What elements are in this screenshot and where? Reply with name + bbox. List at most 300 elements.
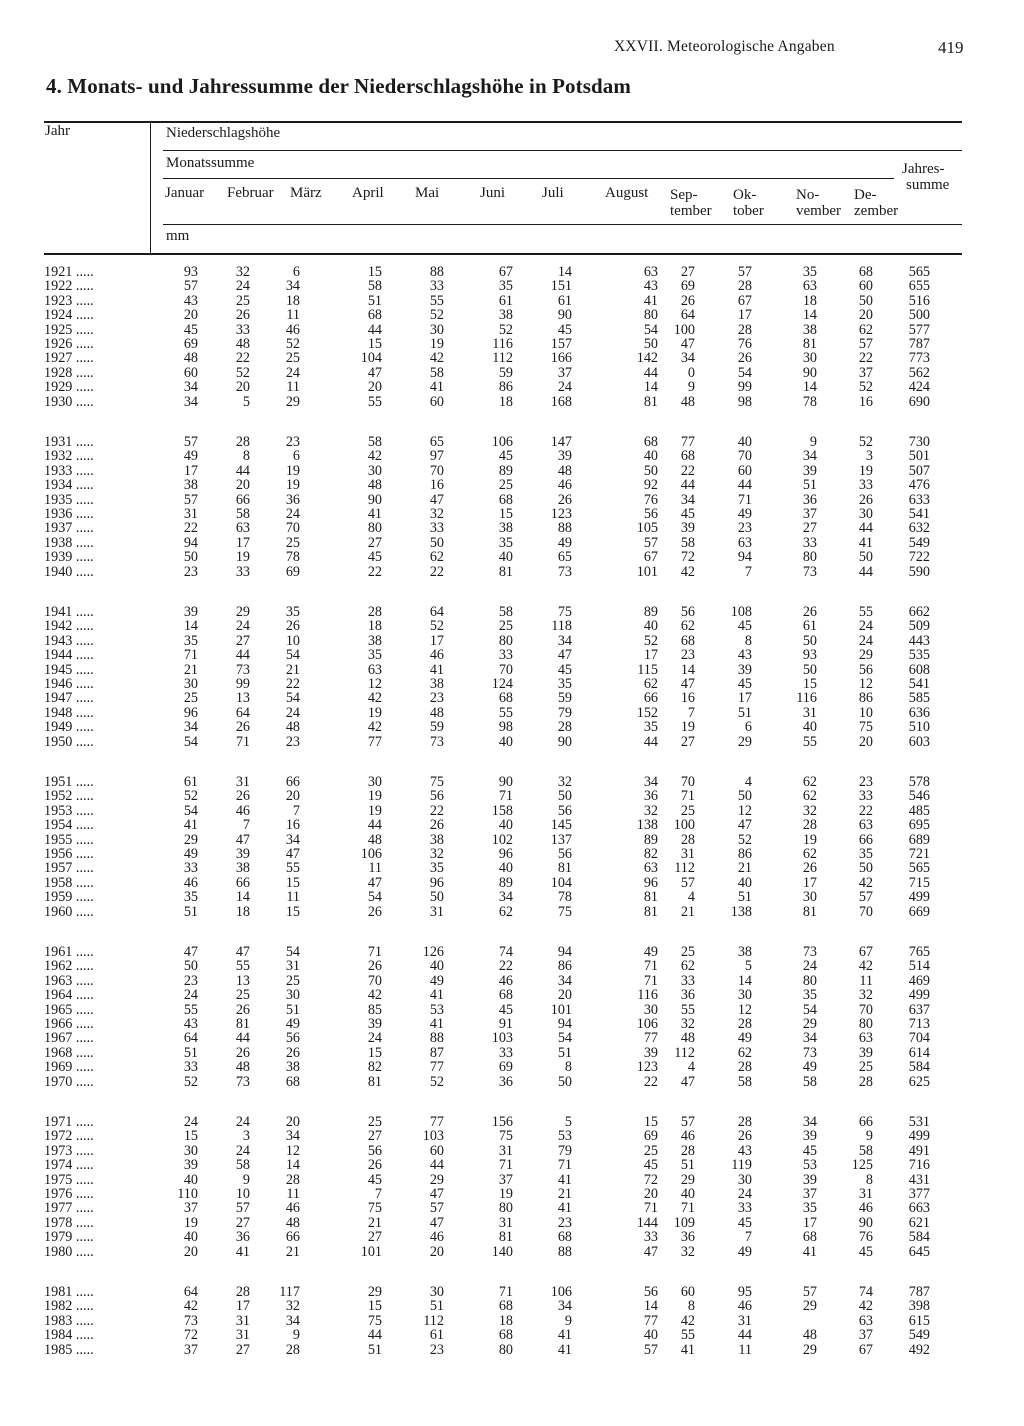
table-cell: 50	[737, 788, 752, 805]
table-cell: 67	[498, 264, 513, 280]
table-cell: 63	[802, 278, 817, 295]
table-cell: 765	[908, 944, 930, 960]
table-cell: 33	[183, 1059, 198, 1076]
table-cell: 549	[908, 1327, 930, 1344]
table-cell: 18	[498, 393, 513, 410]
table-cell: 44	[737, 1327, 752, 1344]
header-year-divider	[150, 121, 151, 255]
row-year: 1972 .....	[44, 1128, 94, 1145]
table-cell: 47	[429, 491, 444, 508]
table-cell: 31	[680, 846, 695, 862]
table-cell: 577	[908, 321, 930, 338]
table-cell: 50	[429, 534, 444, 551]
table-cell: 64	[183, 1284, 198, 1300]
table-cell: 787	[908, 1284, 930, 1300]
table-cell: 69	[680, 278, 695, 295]
table-cell: 59	[557, 690, 572, 707]
table-cell: 25	[235, 292, 250, 309]
table-cell: 11	[368, 860, 382, 877]
table-cell: 75	[367, 1200, 382, 1217]
header-rule-1	[163, 150, 962, 151]
table-cell: 78	[557, 889, 572, 906]
table-cell: 14	[643, 379, 658, 396]
table-cell: 54	[737, 364, 752, 381]
table-cell: 42	[680, 1312, 695, 1329]
table-cell: 7	[292, 802, 300, 819]
table-cell: 48	[235, 1059, 250, 1076]
table-cell: 23	[737, 520, 752, 537]
table-cell: 19	[367, 788, 382, 805]
table-cell: 44	[429, 1157, 444, 1174]
table-cell: 18	[285, 292, 300, 309]
table-cell: 58	[802, 1073, 817, 1090]
page-number: 419	[938, 38, 964, 57]
table-cell: 35	[802, 264, 817, 280]
table-cell: 68	[498, 690, 513, 707]
table-cell: 71	[498, 788, 513, 805]
table-cell: 81	[643, 393, 658, 410]
table-cell: 49	[643, 944, 658, 960]
header-jahressumme-1: Jahres-	[902, 161, 945, 177]
table-cell: 112	[674, 860, 695, 877]
row-year: 1971 .....	[44, 1114, 94, 1130]
table-cell: 15	[498, 506, 513, 522]
table-cell: 62	[802, 774, 817, 790]
table-cell: 74	[858, 1284, 873, 1300]
table-cell: 69	[183, 336, 198, 352]
table-cell: 10	[285, 632, 300, 649]
table-cell: 625	[908, 1073, 930, 1090]
table-cell: 14	[285, 1157, 300, 1174]
table-cell: 31	[235, 774, 250, 790]
row-year: 1945 .....	[44, 661, 94, 678]
table-cell: 26	[802, 860, 817, 877]
table-cell: 15	[183, 1128, 198, 1145]
table-cell: 89	[643, 831, 658, 848]
table-cell: 787	[908, 336, 930, 352]
table-cell: 32	[429, 846, 444, 862]
row-year: 1939 .....	[44, 549, 94, 566]
table-cell: 485	[908, 802, 930, 819]
table-cell: 499	[908, 889, 930, 906]
table-cell: 60	[429, 1142, 444, 1159]
table-cell: 33	[235, 563, 250, 580]
table-cell: 510	[908, 719, 930, 736]
table-cell: 26	[680, 292, 695, 309]
table-cell: 30	[367, 462, 382, 479]
table-cell: 23	[183, 972, 198, 989]
table-cell: 12	[858, 676, 873, 692]
table-cell: 476	[908, 477, 930, 494]
row-year: 1964 .....	[44, 987, 94, 1004]
table-cell: 58	[367, 278, 382, 295]
table-cell: 104	[550, 874, 572, 891]
table-cell: 70	[285, 520, 300, 537]
table-cell: 38	[235, 860, 250, 877]
table-cell: 116	[796, 690, 817, 707]
table-cell: 59	[498, 364, 513, 381]
table-cell: 55	[429, 292, 444, 309]
table-cell: 5	[242, 393, 250, 410]
table-cell: 27	[235, 632, 250, 649]
table-cell: 35	[557, 676, 572, 692]
table-cell: 37	[183, 1341, 198, 1358]
table-cell: 16	[858, 393, 873, 410]
table-cell: 62	[802, 788, 817, 805]
table-cell: 66	[858, 1114, 873, 1130]
table-cell: 25	[367, 1114, 382, 1130]
table-cell: 34	[183, 719, 198, 736]
table-cell: 14	[557, 264, 572, 280]
table-cell: 52	[183, 1073, 198, 1090]
table-cell: 81	[643, 903, 658, 920]
table-cell: 22	[498, 958, 513, 975]
table-cell: 11	[286, 307, 300, 324]
table-cell: 51	[557, 1044, 572, 1061]
table-cell: 75	[367, 1312, 382, 1329]
table-cell: 57	[183, 434, 198, 450]
table-cell: 49	[429, 972, 444, 989]
table-cell: 86	[737, 846, 752, 862]
table-cell: 26	[235, 788, 250, 805]
row-year: 1969 .....	[44, 1059, 94, 1076]
table-cell: 28	[680, 1142, 695, 1159]
table-cell: 77	[643, 1312, 658, 1329]
row-year: 1931 .....	[44, 434, 94, 450]
table-cell: 71	[183, 647, 198, 664]
table-cell: 32	[680, 1016, 695, 1032]
table-cell: 20	[643, 1186, 658, 1202]
table-cell: 81	[802, 336, 817, 352]
table-cell: 40	[643, 618, 658, 635]
table-cell: 49	[285, 1016, 300, 1032]
table-cell: 41	[802, 1243, 817, 1260]
table-cell: 632	[908, 520, 930, 537]
header-jahressumme-2: summe	[906, 177, 950, 193]
table-cell: 77	[680, 434, 695, 450]
table-cell: 20	[285, 788, 300, 805]
table-cell: 56	[557, 802, 572, 819]
table-cell: 41	[429, 1016, 444, 1032]
table-cell: 57	[737, 264, 752, 280]
header-month-1: Februar	[227, 185, 274, 201]
table-cell: 71	[680, 1200, 695, 1217]
table-cell: 71	[643, 972, 658, 989]
table-cell: 73	[183, 1312, 198, 1329]
table-cell: 20	[183, 1243, 198, 1260]
table-cell: 68	[285, 1073, 300, 1090]
table-cell: 32	[680, 1243, 695, 1260]
table-cell: 90	[557, 733, 572, 750]
table-cell: 56	[680, 604, 695, 620]
table-cell: 23	[680, 647, 695, 664]
table-cell: 32	[285, 1298, 300, 1315]
table-cell: 36	[680, 987, 695, 1004]
table-cell: 32	[802, 802, 817, 819]
table-cell: 76	[858, 1229, 873, 1246]
table-cell: 63	[367, 661, 382, 678]
table-cell: 57	[858, 889, 873, 906]
table-cell: 14	[183, 618, 198, 635]
table-cell: 50	[429, 889, 444, 906]
table-cell: 48	[802, 1327, 817, 1344]
table-cell: 48	[183, 350, 198, 367]
table-cell: 71	[557, 1157, 572, 1174]
table-cell: 8	[687, 1298, 695, 1315]
table-cell: 101	[360, 1243, 382, 1260]
table-cell: 103	[491, 1030, 513, 1047]
table-cell: 67	[643, 549, 658, 566]
table-cell: 116	[637, 987, 658, 1004]
table-cell: 49	[183, 448, 198, 465]
table-cell: 106	[491, 434, 513, 450]
table-cell: 34	[680, 350, 695, 367]
table-cell: 126	[422, 944, 444, 960]
table-cell: 86	[557, 958, 572, 975]
table-cell: 81	[498, 563, 513, 580]
table-cell: 0	[687, 364, 695, 381]
table-cell: 47	[680, 676, 695, 692]
table-cell: 44	[643, 733, 658, 750]
table-cell: 35	[498, 278, 513, 295]
row-year: 1929 .....	[44, 379, 94, 396]
table-cell: 67	[858, 1341, 873, 1358]
table-cell: 42	[367, 448, 382, 465]
table-cell: 100	[673, 321, 695, 338]
table-cell: 47	[235, 831, 250, 848]
table-cell: 25	[235, 987, 250, 1004]
table-cell: 63	[643, 264, 658, 280]
table-cell: 585	[908, 690, 930, 707]
table-cell: 44	[235, 462, 250, 479]
table-cell: 57	[183, 278, 198, 295]
table-cell: 106	[550, 1284, 572, 1300]
table-cell: 57	[183, 491, 198, 508]
table-cell: 35	[183, 632, 198, 649]
table-cell: 27	[367, 1128, 382, 1145]
row-year: 1940 .....	[44, 563, 94, 580]
table-cell: 77	[643, 1030, 658, 1047]
table-cell: 39	[802, 1128, 817, 1145]
table-cell: 20	[285, 1114, 300, 1130]
table-cell: 40	[183, 1171, 198, 1188]
table-cell: 20	[429, 1243, 444, 1260]
table-cell: 156	[491, 1114, 513, 1130]
table-cell: 104	[360, 350, 382, 367]
table-cell: 96	[498, 846, 513, 862]
table-cell: 91	[498, 1016, 513, 1032]
table-cell: 43	[183, 292, 198, 309]
table-cell: 123	[550, 506, 572, 522]
table-cell: 28	[737, 1016, 752, 1032]
table-cell: 37	[557, 364, 572, 381]
table-cell: 62	[643, 676, 658, 692]
table-cell: 86	[498, 379, 513, 396]
table-cell: 46	[858, 1200, 873, 1217]
table-cell: 730	[908, 434, 930, 450]
table-cell: 41	[235, 1243, 250, 1260]
table-cell: 51	[802, 477, 817, 494]
table-cell: 63	[737, 534, 752, 551]
table-cell: 38	[498, 520, 513, 537]
table-cell: 62	[737, 1044, 752, 1061]
table-cell: 138	[730, 903, 752, 920]
table-cell: 6	[744, 719, 752, 736]
row-year: 1976 .....	[44, 1186, 94, 1202]
table-cell: 77	[367, 733, 382, 750]
table-cell: 41	[680, 1341, 695, 1358]
table-cell: 38	[498, 307, 513, 324]
table-cell: 41	[367, 506, 382, 522]
table-cell: 34	[285, 278, 300, 295]
table-cell: 34	[680, 491, 695, 508]
row-year: 1958 .....	[44, 874, 94, 891]
table-cell: 32	[858, 987, 873, 1004]
table-cell: 14	[802, 307, 817, 324]
table-cell: 37	[498, 1171, 513, 1188]
table-cell: 90	[802, 364, 817, 381]
table-cell: 57	[429, 1200, 444, 1217]
table-cell: 116	[492, 336, 513, 352]
table-cell: 26	[285, 618, 300, 635]
table-cell: 98	[498, 719, 513, 736]
table-cell: 56	[643, 1284, 658, 1300]
table-cell: 21	[737, 860, 752, 877]
table-cell: 41	[557, 1200, 572, 1217]
table-cell: 50	[557, 1073, 572, 1090]
table-cell: 68	[680, 632, 695, 649]
table-cell: 608	[908, 661, 930, 678]
table-cell: 58	[235, 1157, 250, 1174]
table-cell: 15	[285, 874, 300, 891]
table-cell: 24	[235, 618, 250, 635]
header-unit: mm	[166, 228, 190, 244]
table-cell: 101	[636, 563, 658, 580]
table-cell: 65	[557, 549, 572, 566]
table-cell: 76	[737, 336, 752, 352]
table-cell: 30	[429, 321, 444, 338]
table-cell: 80	[858, 1016, 873, 1032]
table-cell: 39	[235, 846, 250, 862]
table-cell: 61	[802, 618, 817, 635]
row-year: 1944 .....	[44, 647, 94, 664]
table-cell: 61	[498, 292, 513, 309]
row-year: 1936 .....	[44, 506, 94, 522]
table-cell: 51	[680, 1157, 695, 1174]
table-cell: 50	[643, 336, 658, 352]
table-cell: 45	[858, 1243, 873, 1260]
table-cell: 5	[564, 1114, 572, 1130]
table-cell: 47	[285, 846, 300, 862]
table-cell: 103	[422, 1128, 444, 1145]
table-cell: 722	[908, 549, 930, 566]
table-cell: 47	[680, 1073, 695, 1090]
table-cell: 34	[643, 774, 658, 790]
table-cell: 75	[498, 1128, 513, 1145]
table-cell: 38	[367, 632, 382, 649]
table-cell: 35	[429, 860, 444, 877]
header-month-9: Ok-	[733, 187, 757, 203]
table-cell: 41	[429, 987, 444, 1004]
table-cell: 20	[367, 379, 382, 396]
table-cell: 424	[908, 379, 930, 396]
table-cell: 27	[680, 733, 695, 750]
header-month-3: April	[352, 185, 384, 201]
table-cell: 56	[858, 661, 873, 678]
table-cell: 36	[643, 788, 658, 805]
table-cell: 30	[183, 1142, 198, 1159]
table-cell: 11	[286, 889, 300, 906]
row-year: 1978 .....	[44, 1214, 94, 1231]
table-cell: 22	[858, 350, 873, 367]
table-cell: 74	[498, 944, 513, 960]
table-cell: 22	[643, 1073, 658, 1090]
table-cell: 54	[285, 690, 300, 707]
table-cell: 22	[235, 350, 250, 367]
table-cell: 81	[498, 1229, 513, 1246]
table-cell: 20	[183, 307, 198, 324]
table-cell: 4	[687, 889, 695, 906]
table-cell: 94	[557, 944, 572, 960]
table-cell: 15	[367, 336, 382, 352]
table-cell: 100	[673, 817, 695, 834]
table-cell: 48	[680, 393, 695, 410]
table-cell: 28	[235, 434, 250, 450]
table-cell: 119	[731, 1157, 752, 1174]
table-cell: 32	[643, 802, 658, 819]
table-cell: 48	[285, 719, 300, 736]
table-cell: 52	[498, 321, 513, 338]
table-cell: 46	[680, 1128, 695, 1145]
row-year: 1973 .....	[44, 1142, 94, 1159]
table-cell: 24	[183, 1114, 198, 1130]
table-cell: 19	[183, 1214, 198, 1231]
table-cell: 21	[680, 903, 695, 920]
table-cell: 26	[429, 817, 444, 834]
table-cell: 61	[557, 292, 572, 309]
table-cell: 69	[643, 1128, 658, 1145]
table-cell: 96	[183, 704, 198, 721]
table-cell: 71	[643, 1200, 658, 1217]
table-cell: 47	[367, 364, 382, 381]
table-cell: 40	[737, 434, 752, 450]
table-cell: 35	[858, 846, 873, 862]
table-cell: 90	[557, 307, 572, 324]
table-cell: 22	[429, 802, 444, 819]
table-cell: 18	[802, 292, 817, 309]
table-cell: 98	[737, 393, 752, 410]
row-year: 1952 .....	[44, 788, 94, 805]
table-cell: 42	[367, 987, 382, 1004]
table-cell: 29	[183, 831, 198, 848]
table-cell: 19	[285, 462, 300, 479]
table-cell: 106	[360, 846, 382, 862]
table-cell: 30	[285, 987, 300, 1004]
header-monatssumme: Monatssumme	[166, 155, 255, 171]
table-cell: 9	[242, 1171, 250, 1188]
table-cell: 62	[429, 549, 444, 566]
table-cell: 43	[643, 278, 658, 295]
table-cell: 25	[498, 618, 513, 635]
table-cell: 27	[680, 264, 695, 280]
table-cell: 89	[643, 604, 658, 620]
table-cell: 50	[183, 549, 198, 566]
table-cell: 80	[643, 307, 658, 324]
table-cell: 47	[557, 647, 572, 664]
table-cell: 20	[235, 379, 250, 396]
header-month-7: August	[605, 185, 649, 201]
table-cell: 35	[183, 889, 198, 906]
